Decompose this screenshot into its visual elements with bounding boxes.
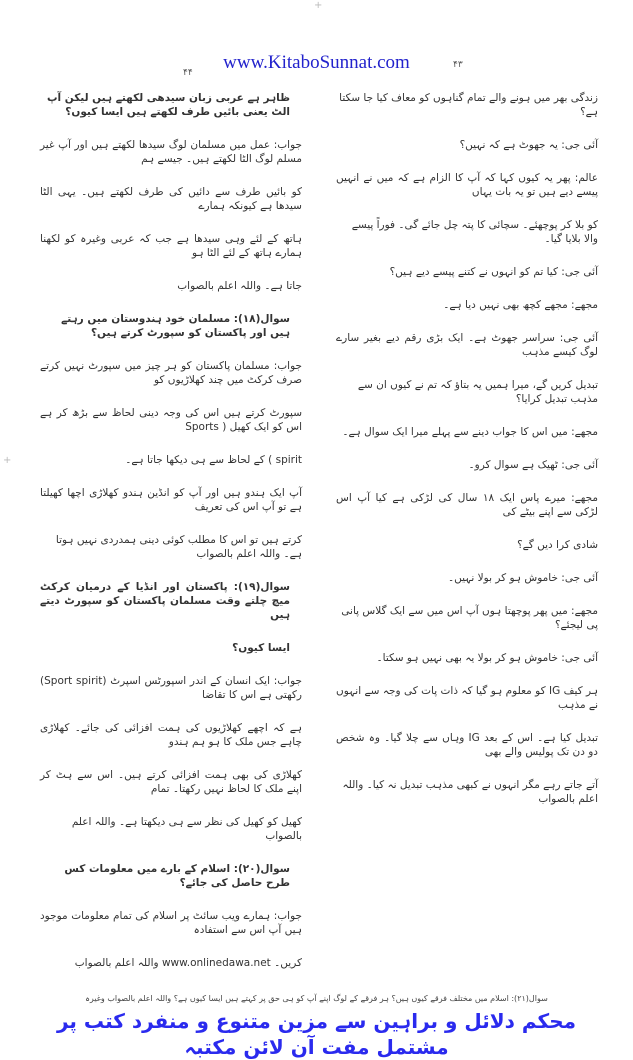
text-line: جواب: ایک انسان کے اندر اسپورٹس اسپرٹ (Sport spirit) رکھتی ہے اس کا تقاضا [40, 675, 302, 701]
text-line: سپورٹ کرتے ہیں اس کی وجہ دینی لحاظ سے بڑھ کر ہے اس کو ایک کھیل ( Sports [40, 407, 302, 433]
text-line: آئی جی: ٹھیک ہے سوال کرو۔ [468, 459, 598, 471]
text-line: تبدیل کریں گے، میرا ہمیں یہ بتاؤ کہ تم نے کیوں ان سے مذہب تبدیل کرایا؟ [357, 379, 598, 405]
crop-mark-top: + [314, 0, 323, 11]
text-line: آئی جی: خاموش ہو کر بولا یہ بھی نہیں ہو سکتا۔ [376, 652, 598, 664]
text-line: کھیل کو کھیل کی نظر سے ہی دیکھتا ہے۔ واللہ اعلم بالصواب [71, 816, 302, 842]
question-heading: ایسا کیوں؟ [232, 642, 290, 654]
two-column-layout [40, 91, 598, 989]
text-line: کریں۔ www.onlinedawa.net واللہ اعلم بالصواب [74, 957, 302, 969]
crop-mark-left: + [3, 455, 12, 466]
question-heading: سوال(۱۸): مسلمان خود ہندوستان میں رہتے ہیں اور پاکستان کو سپورٹ کرتے ہیں؟ [61, 313, 290, 339]
text-line: کو بائیں طرف سے دائیں کی طرف لکھتے ہیں۔ یہی الٹا سیدھا ہے کیونکہ ہمارے [40, 186, 302, 212]
text-line: آئی جی: خاموش ہو کر بولا نہیں۔ [447, 572, 598, 584]
question-heading: ظاہر ہے عربی زبان سیدھی لکھتے ہیں لیکن آپ الٹ یعنی بائیں طرف لکھتے ہیں ایسا کیوں؟ [46, 92, 290, 118]
text-line: مجھے: میں اس کا جواب دینے سے پہلے میرا ایک سوال ہے۔ [342, 426, 598, 438]
footer [20, 993, 613, 1060]
text-line: کرتے ہیں تو اس کا مطلب کوئی دینی ہمدردی نہیں ہوتا ہے۔ واللہ اعلم بالصواب [55, 534, 302, 560]
text-line: مجھے: مجھے کچھ بھی نہیں دیا ہے۔ [443, 299, 598, 311]
text-line: جواب: ہمارے ویب سائٹ پر اسلام کی تمام معلومات موجود ہیں آپ اس سے استفادہ [40, 910, 302, 936]
left-column [40, 91, 302, 989]
text-line: ہر کیف IG کو معلوم ہو گیا کہ ذات پات کی وجہ سے انہوں نے مذہب [336, 685, 598, 711]
page-number-right: ۴۳ [453, 60, 463, 70]
text-line: کو بلا کر پوچھئے۔ سچائی کا پتہ چل جائے گی۔ فوراً پیسے والا بلایا گیا۔ [351, 219, 598, 245]
text-line: آئی جی: کیا تم کو انہوں نے کتنے پیسے دیے ہیں؟ [389, 266, 598, 278]
text-line: جواب: عمل میں مسلمان لوگ سیدھا لکھتے ہیں اور آپ غیر مسلم لوگ الٹا لکھتے ہیں۔ جیسے ہم [40, 139, 302, 165]
text-line: شادی کرا دیں گے؟ [517, 539, 598, 551]
text-line: آئی جی: سراسر جھوٹ ہے۔ ایک بڑی رقم دیے بغیر سارے لوگ کیسے مذہب [336, 332, 598, 358]
text-line: کھلاڑی کی بھی ہمت افزائی کرتے ہیں۔ اس سے ہٹ کر اپنے ملک کا لحاظ نہیں رکھتا۔ تمام [40, 769, 302, 795]
text-line: مجھے: میرے پاس ایک ۱۸ سال کی لڑکی ہے کیا آپ اس لڑکی سے اپنے بیٹے کی [336, 492, 598, 518]
text-line: آتے جاتے رہے مگر انہوں نے کبھی مذہب تبدیل نہ کیا۔ واللہ اعلم بالصواب [342, 779, 598, 805]
text-line: ہاتھ کے لئے وہی سیدھا ہے جب کہ عربی وغیرہ کو لکھنا ہمارے ہاتھ کے لئے الٹا ہو [40, 233, 302, 259]
text-line: تبدیل کیا ہے۔ اس کے بعد IG وہاں سے چلا گیا۔ وہ شخص دو دن تک پولیس والے بھی [336, 732, 598, 758]
right-column [336, 91, 598, 825]
site-url-header[interactable]: www.KitaboSunnat.com [223, 52, 410, 73]
question-heading: سوال(۱۹): پاکستان اور انڈیا کے درمیان کرکٹ میچ چلتے وقت مسلمان پاکستان کو سپورٹ دیتے ہیں [40, 581, 290, 621]
text-line: مجھے: میں پھر پوچھتا ہوں آپ اس میں سے ایک گلاس پانی پی لیجئے؟ [341, 605, 598, 631]
question-heading: سوال(۲۰): اسلام کے بارے میں معلومات کس طرح حاصل کی جائے؟ [64, 863, 290, 889]
text-line: جواب: مسلمان پاکستان کو ہر چیز میں سپورٹ نہیں کرتے صرف کرکٹ میں چند کھلاڑیوں کو [40, 360, 302, 386]
text-line: عالم: پھر یہ کیوں کہا کہ آپ کا الزام ہے کہ میں نے انہیں پیسے دیے ہیں تو یہ بات یہاں [336, 172, 598, 198]
text-line: زندگی بھر میں ہونے والے تمام گناہوں کو معاف کیا جا سکتا ہے؟ [339, 92, 598, 118]
text-line: ہے کہ اچھے کھلاڑیوں کی ہمت افزائی کی جائے۔ کھلاڑی چاہے جس ملک کا ہو ہم ہندو [40, 722, 302, 748]
text-line: جاتا ہے۔ واللہ اعلم بالصواب [177, 280, 302, 292]
text-line: آپ ایک ہندو ہیں اور آپ کو انڈین ہندو کھلاڑی اچھا کھیلتا ہے تو آپ اس کی تعریف [40, 487, 302, 513]
overlapping-question-line: سوال(۲۱): اسلام میں مختلف فرقے کیوں ہیں؟ ہر فرقے کے لوگ اپنے آپ کو ہی حق پر کہتے ہیں ایسا کیوں ہے؟ واللہ اعلم بالصواب وغیرہ [85, 994, 548, 1003]
page-number-left: ۴۴ [183, 68, 193, 78]
text-line: spirit ) کے لحاظ سے ہی دیکھا جاتا ہے۔ [125, 454, 302, 466]
text-line: آئی جی: یہ جھوٹ ہے کہ نہیں؟ [459, 139, 598, 151]
footer-tagline: محکم دلائل و براہین سے مزین متنوع و منفرد کتب پر مشتمل مفت آن لائن مکتبہ [56, 1009, 576, 1059]
